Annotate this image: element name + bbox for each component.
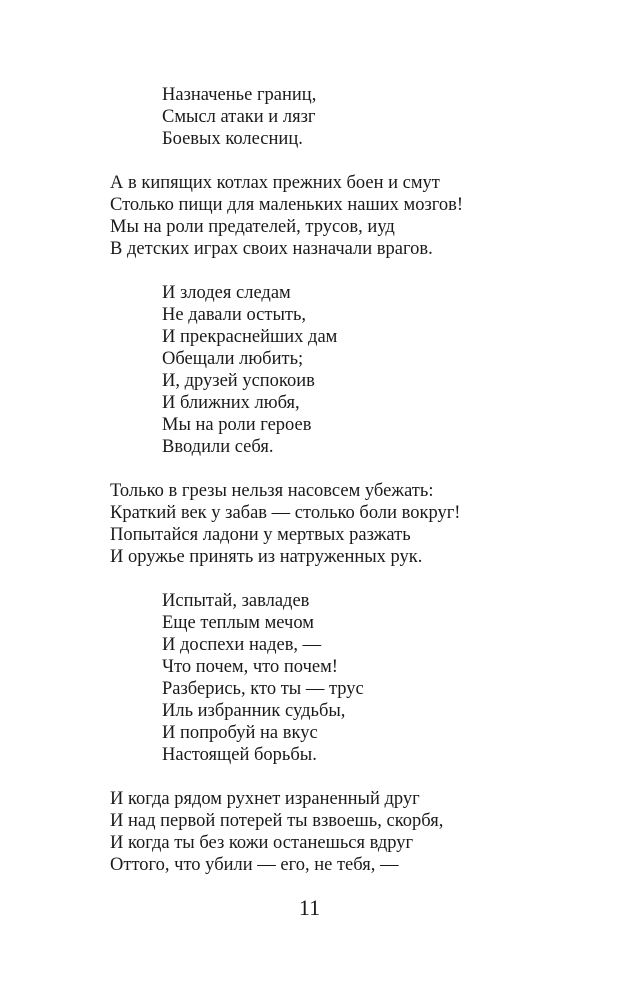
poem-line: И попробуй на вкус: [162, 723, 318, 743]
stanza: [110, 590, 590, 766]
poem-line: И когда ты без кожи останешься вдруг: [110, 833, 414, 853]
stanza: [110, 84, 590, 150]
stanza: [110, 172, 590, 260]
poem-line: В детских играх своих назначали врагов.: [110, 239, 433, 259]
poem-line: Разберись, кто ты — трус: [162, 679, 364, 699]
poem-line: Мы на роли героев: [162, 415, 312, 435]
poem-line: Мы на роли предателей, трусов, иуд: [110, 217, 395, 237]
poem-line: Только в грезы нельзя насовсем убежать:: [110, 481, 434, 501]
poem-line: Краткий век у забав — столько боли вокруг!: [110, 503, 461, 523]
poem-line: Вводили себя.: [162, 437, 274, 457]
poem-line: И над первой потерей ты взвоешь, скорбя,: [110, 811, 444, 831]
poem-line: Оттого, что убили — его, не тебя, —: [110, 855, 399, 875]
poem-line: Назначенье границ,: [162, 85, 317, 105]
poem-body: [110, 84, 590, 898]
poem-line: И злодея следам: [162, 283, 291, 303]
poem-line: Столько пищи для маленьких наших мозгов!: [110, 195, 464, 215]
poem-line: И, друзей успокоив: [162, 371, 315, 391]
poem-line: А в кипящих котлах прежних боен и смут: [110, 173, 440, 193]
poem-line: Боевых колесниц.: [162, 129, 303, 149]
poem-line: И когда рядом рухнет израненный друг: [110, 789, 420, 809]
poem-line: Не давали остыть,: [162, 305, 307, 325]
stanza: [110, 480, 590, 568]
poem-line: Настоящей борьбы.: [162, 745, 317, 765]
stanza: [110, 282, 590, 458]
poem-line: Иль избранник судьбы,: [162, 701, 346, 721]
page-number: 11: [298, 895, 321, 920]
poem-line: Смысл атаки и лязг: [162, 107, 316, 127]
poem-line: Что почем, что почем!: [162, 657, 338, 677]
poem-line: И ближних любя,: [162, 393, 300, 413]
poem-line: И оружье принять из натруженных рук.: [110, 547, 423, 567]
stanza: [110, 788, 590, 876]
poem-line: Обещали любить;: [162, 349, 304, 369]
poem-line: И прекраснейших дам: [162, 327, 338, 347]
poem-line: Попытайся ладони у мертвых разжать: [110, 525, 411, 545]
poem-line: Еще теплым мечом: [162, 613, 314, 633]
poem-line: И доспехи надев, —: [162, 635, 322, 655]
poem-line: Испытай, завладев: [162, 591, 310, 611]
